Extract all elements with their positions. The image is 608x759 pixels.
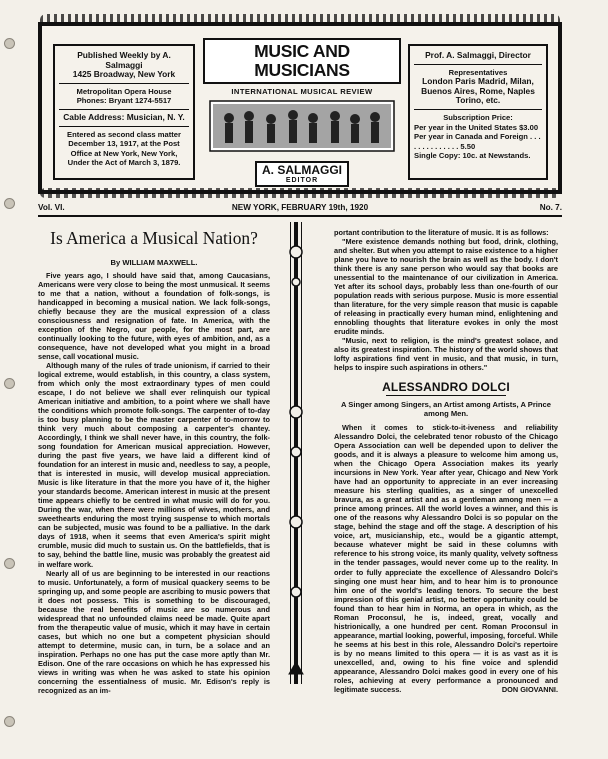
article-byline: By WILLIAM MAXWELL. xyxy=(110,258,198,267)
publisher-phones: Phones: Bryant 1274-5517 xyxy=(76,96,172,106)
quote-paragraph: "Music, next to religion, is the mind's greatest solace, and also its greatest inspiration. The history of the world shows that lofty aspirations find vent in music, and that music, in turn, helps to inspire such aspirations in others." xyxy=(334,336,558,373)
single-copy-price: Single Copy: 10c. at Newstands. xyxy=(414,151,531,161)
article-signature: DON GIOVANNI. xyxy=(501,684,558,694)
binding-hole xyxy=(4,38,15,49)
section-headline: ALESSANDRO DOLCI xyxy=(382,380,510,395)
article-paragraph: Although many of the rules of trade unionism, if carried to their logical extreme, would establish, in this country, a class system, from which only the most extraordinary types of men could escape, I do not believe we shall ever relinquish our typical American initiative and ambition, to a point where we shall have the conditions which promote folk-songs. The carpenter of to-day is too busy planning to be the master carpenter of to-morrow to think very much about composing a carpenter's chantey. Accordingly, I think we shall never have, in this country, the folk-song foundation for American musical appreciation. However, during the past five years, we have laid a different kind of foundation for an interest in music and, needless to say, a people, that is interested in music, will develop musical appreciation. Music is like literature in that the more you have of it, the higher your standards become. American interest in music at the present time appears chiefly to be centred in what music will do for you. During the war, when there were millions of wives, mothers, and sweethearts enduring the most trying suspense to which mortals can be subjected, music was found to be a palliative. In the dark days of 1918, when it seems that even America's spirit might crumble, music did much to sustain us. On the battlefields, that is to say, behind the battle line, music was probably the greatest aid in welfare work. xyxy=(38,361,270,569)
editor-box xyxy=(255,161,349,187)
issue-date: NEW YORK, FEBRUARY 19th, 1920 xyxy=(231,203,369,212)
binding-hole xyxy=(4,716,15,727)
publisher-address: 1425 Broadway, New York xyxy=(72,69,176,80)
publication-subtitle: INTERNATIONAL MUSICAL REVIEW xyxy=(231,87,373,96)
publisher-line: Published Weekly by A. Salmaggi xyxy=(77,50,171,70)
masthead-center xyxy=(203,38,401,184)
edison-quote xyxy=(334,237,558,372)
price-foreign: Per year in Canada and Foreign . . . . . . . . . . . . . . 5.50 xyxy=(414,132,541,151)
binding-hole xyxy=(4,378,15,389)
postal-entry-notice: Entered as second class matter December 13, 1917, at the Post Office at New York, New York, Under the Act of March 3, 1879. xyxy=(67,129,181,168)
quote-paragraph: "Mere existence demands nothing but food, drink, clothing, and shelter. But when you attempt to raise existence to a higher plane you have to nourish the brain as well as the body. I don't think there is any sane person who would say that books are unessential to the maintenance of our civilization in America. Yet after its school days, probably less than one-fourth of our population reads with serious purpose. Music is more essential than literature, for the very simple reason that music is capable of releasing in practically every human mind, enlightening and ennobling thoughts that literature evokes in only the most erudite minds. xyxy=(334,237,558,337)
subscription-label: Subscription Price: xyxy=(443,112,513,122)
representatives-cities: London Paris Madrid, Milan, Buenos Aires, Rome, Naples Torino, etc. xyxy=(421,76,535,106)
masthead-illustration xyxy=(209,100,395,152)
volume-number: Vol. VI. xyxy=(38,203,65,212)
article-paragraph: When it comes to stick-to-it-iveness and reliability Alessandro Dolci, the celebrated tenor robusto of the Chicago Opera Association can well be depended upon to deliver the goods, and it is always a pleasure to welcome him among us, when the Chicago Opera Association makes its yearly incursions in New York. Year after year, Chicago and New York have had an opportunity to appreciate in an ever increasing measure his sterling qualities, as a singer of unexcelled bravura, as a great artist and as a gentleman among men — a prince among princes. All the world loves a winner, and this is one of the reasons why Alessandro Dolci is so popular on the stage, behind the stage and off the stage. A description of his voice, art, musicianship, etc., would be a gigantic attempt, because whatever might be said in these columns with reference to his strong voice, its manly quality, velvety softness in the tender passages, would never come up to the reality. In order to fully appreciate the excellence of Alessandro Dolci's singing one must hear him, and to hear him is to pronounce him one of the world's leading tenors. To secure the best impression of this genial artist, no better opportunity could be found than to hear him in Norma, an opera in which, as the Roman Proconsul, he is, indeed, great, vocally and histrionically, a one hundred per cent. Roman Proconsul in appearance, martial looking, powerful, imposing, forceful. While he seems at his best in this role, Alessandro Dolci's repertoire is by no means limited to this opera — it is as vast as it is unexcelled, and, owing to his fine voice and splendid appearance, Alessandro Dolci makes good in every one of his roles, achieving at every performance a pronounced and legitimate success. xyxy=(334,423,558,694)
section-subhead: A Singer among Singers, an Artist among Artists, A Prince among Men. xyxy=(341,400,551,419)
publication-title: MUSIC AND MUSICIANS xyxy=(203,38,401,84)
price-us: Per year in the United States $3.00 xyxy=(414,122,539,132)
column-divider-ornament xyxy=(287,222,305,684)
dolci-article-body xyxy=(334,423,558,693)
director-line: Prof. A. Salmaggi, Director xyxy=(425,50,531,60)
section-rule xyxy=(386,395,506,396)
subscription-info-box xyxy=(408,44,548,180)
representatives-label: Representatives xyxy=(448,67,508,77)
article-paragraph: Nearly all of us are beginning to be interested in our reactions to music. Unfortunately, a form of musical quackery seems to be springing up, and some people are ascribing to music powers that it does not possess. This is something to be discouraged, because the real benefits of music are so numerous and widespread that no unfounded claims need be made. Quite apart from the therapeutic value of music, which it may have in certain cases, but which no one but a competent physician should attempt to determine, music can, in turn, be a solace and an inspiration. Perhaps no one has put the case more aptly than Mr. Edison. One of the rare occasions on which he has expressed his views in writing was when he was asked to state his opinion concerning the essentialness of music. Mr. Edison's reply is recognized as an im- xyxy=(38,568,270,695)
publisher-info-box xyxy=(53,44,195,180)
masthead-ornament-bottom xyxy=(40,188,560,198)
right-column xyxy=(334,228,558,694)
article-body xyxy=(38,271,270,695)
editor-name: A. SALMAGGI xyxy=(262,163,342,177)
left-column xyxy=(38,228,270,695)
article-paragraph: Five years ago, I should have said that, among Caucasians, Americans were very close to being the most unmusical. It seems to me that a nation, without a foundation of folk-songs, is handicapped in becoming a musical nation. We lack folk-songs, chiefly because they are the musical expression of a class consciousness and resignation of fate. In America, with the exception of the Negro, our people, for the most part, are continually looking to the future, with eyes of ambition, and, as a consequence, have not developed what you might in a broad sense, call vocational music. xyxy=(38,271,270,362)
binding-hole xyxy=(4,198,15,209)
binding-hole xyxy=(4,558,15,569)
article-continuation: portant contribution to the literature of music. It is as follows: xyxy=(334,228,549,237)
editor-role: EDITOR xyxy=(285,177,319,184)
cable-address: Cable Address: Musician, N. Y. xyxy=(63,111,185,122)
issue-number: No. 7. xyxy=(539,203,562,212)
dateline-rule xyxy=(38,215,562,217)
article-headline: Is America a Musical Nation? xyxy=(50,228,258,248)
dateline xyxy=(38,203,562,215)
publisher-building: Metropolitan Opera House xyxy=(76,86,172,96)
